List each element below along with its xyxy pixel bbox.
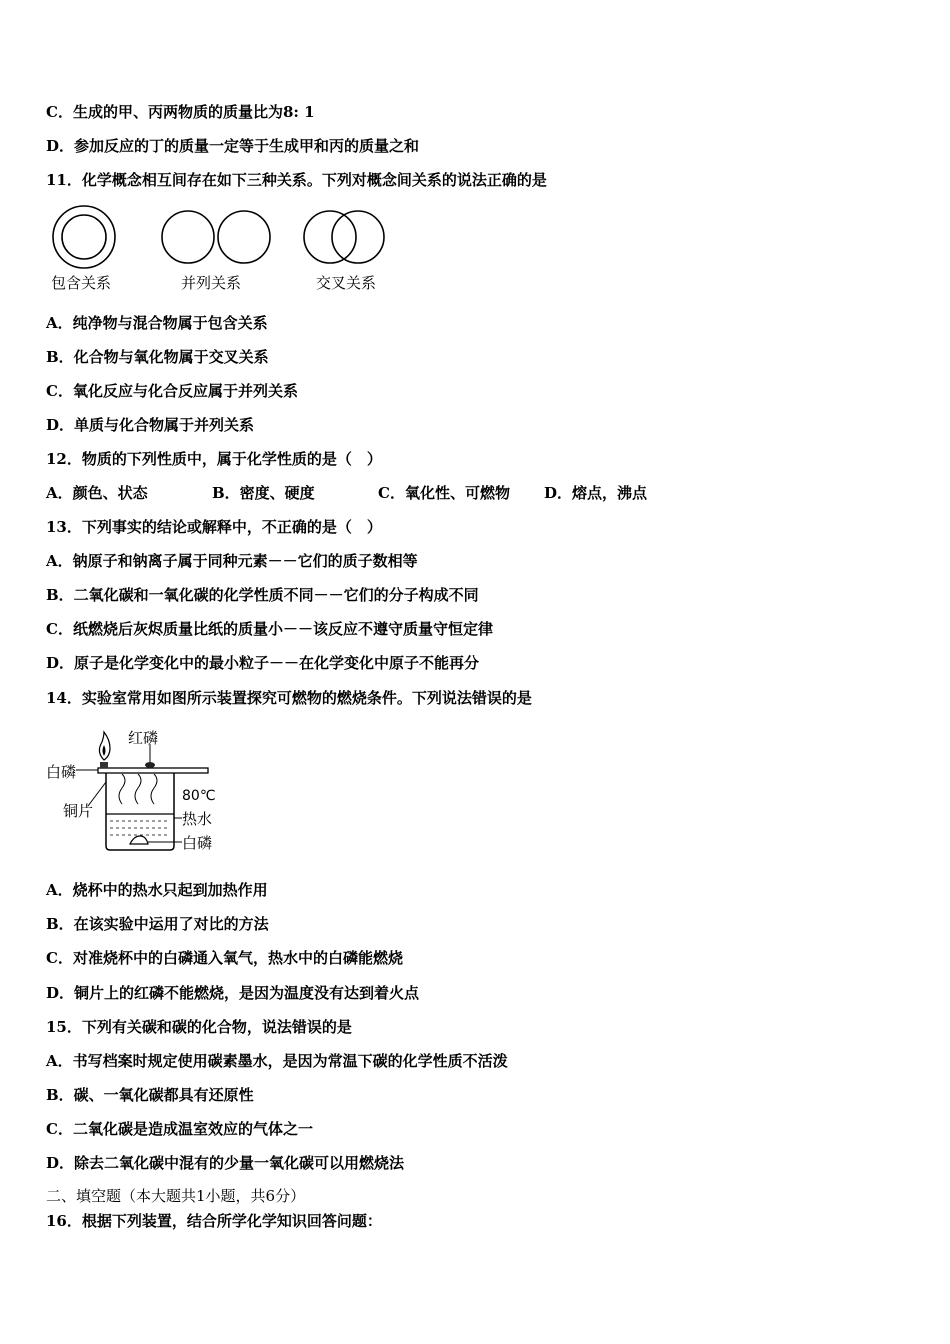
q13-option-b: B．二氧化碳和一氧化碳的化学性质不同－－它们的分子构成不同 <box>46 586 479 604</box>
q12-options <box>46 483 647 503</box>
q15-stem: 15．下列有关碳和碳的化合物，说法错误的是 <box>46 1018 352 1036</box>
q10-option-c: C．生成的甲、丙两物质的质量比为8: 1 <box>46 103 315 121</box>
q15-option-b: B．碳、一氧化碳都具有还原性 <box>46 1086 254 1104</box>
white-phosphorus-on-copper <box>100 762 108 768</box>
q14-option-b: B．在该实验中运用了对比的方法 <box>46 915 269 933</box>
q11-option-a: A．纯净物与混合物属于包含关系 <box>46 314 268 332</box>
q14-option-c: C．对准烧杯中的白磷通入氧气，热水中的白磷能燃烧 <box>46 949 403 967</box>
q11-stem: 11．化学概念相互间存在如下三种关系。下列对概念间关系的说法正确的是 <box>46 171 547 189</box>
parallel-relation-diagram <box>162 211 270 263</box>
contain-relation-diagram <box>53 206 115 268</box>
contain-relation-label: 包含关系 <box>51 274 112 292</box>
copper-sheet-label: 铜片 <box>63 802 94 820</box>
red-phosphorus <box>145 762 155 768</box>
q14-option-a: A．烧杯中的热水只起到加热作用 <box>46 881 268 899</box>
temperature-label: 80℃ <box>182 788 216 804</box>
q13-option-d: D．原子是化学变化中的最小粒子－－在化学变化中原子不能再分 <box>46 654 480 672</box>
q15-option-a: A．书写档案时规定使用碳素墨水，是因为常温下碳的化学性质不活泼 <box>46 1052 508 1070</box>
q13-stem: 13．下列事实的结论或解释中，不正确的是（ ） <box>46 518 382 536</box>
q14-option-d: D．铜片上的红磷不能燃烧，是因为温度没有达到着火点 <box>46 984 420 1002</box>
q12-option-c: C．氧化性、可燃物 <box>378 484 510 502</box>
q10-option-d: D．参加反应的丁的质量一定等于生成甲和丙的质量之和 <box>46 137 420 155</box>
q13-option-a: A．钠原子和钠离子属于同种元素－－它们的质子数相等 <box>46 552 418 570</box>
section-2-heading: 二、填空题（本大题共1小题，共6分） <box>46 1187 306 1205</box>
cross-relation-diagram <box>304 211 384 263</box>
q13-option-c: C．纸燃烧后灰烬质量比纸的质量小－－该反应不遵守质量守恒定律 <box>46 620 493 638</box>
red-phosphorus-label: 红磷 <box>128 729 159 747</box>
cross-relation-label: 交叉关系 <box>316 274 377 292</box>
parallel-relation-label: 并列关系 <box>181 274 242 292</box>
steam <box>119 774 157 804</box>
q11-option-c: C．氧化反应与化合反应属于并列关系 <box>46 382 298 400</box>
hot-water-label: 热水 <box>182 810 213 828</box>
copper-sheet <box>98 768 208 773</box>
q11-option-b: B．化合物与氧化物属于交叉关系 <box>46 348 269 366</box>
flame-icon <box>99 732 110 760</box>
q12-option-b: B．密度、硬度 <box>212 484 315 502</box>
q12-option-a: A．颜色、状态 <box>46 484 148 502</box>
q12-stem: 12．物质的下列性质中，属于化学性质的是（ ） <box>46 450 382 468</box>
q12-option-d: D．熔点，沸点 <box>544 484 648 502</box>
q14-stem: 14．实验室常用如图所示装置探究可燃物的燃烧条件。下列说法错误的是 <box>46 689 532 707</box>
white-phosphorus-bottom-label: 白磷 <box>182 834 213 852</box>
q11-option-d: D．单质与化合物属于并列关系 <box>46 416 255 434</box>
white-phosphorus-underwater <box>130 836 148 844</box>
white-phosphorus-top-label: 白磷 <box>46 763 77 781</box>
q15-option-c: C．二氧化碳是造成温室效应的气体之一 <box>46 1120 313 1138</box>
q15-option-d: D．除去二氧化碳中混有的少量一氧化碳可以用燃烧法 <box>46 1154 405 1172</box>
q16-stem: 16．根据下列装置，结合所学化学知识回答问题： <box>46 1212 382 1230</box>
